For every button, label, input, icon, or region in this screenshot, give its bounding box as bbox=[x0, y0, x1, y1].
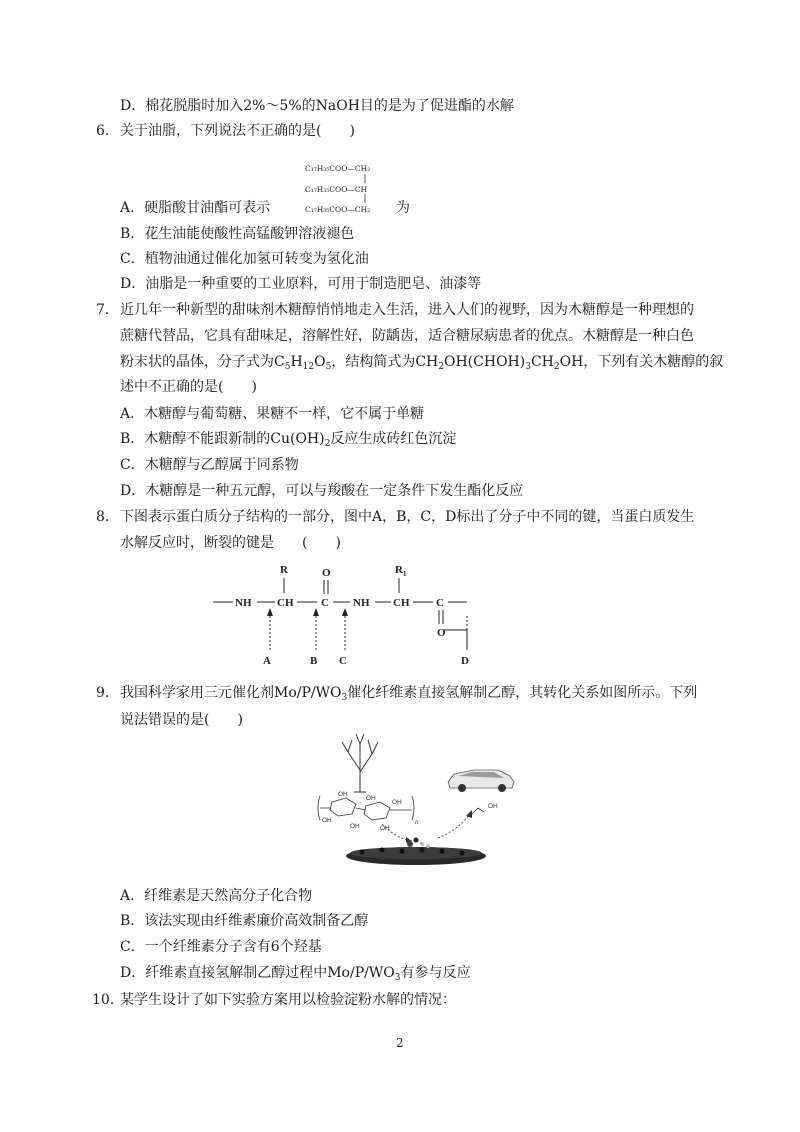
q8-label-c: C bbox=[339, 655, 347, 667]
ethanol-structure bbox=[472, 808, 484, 814]
oh-label-6: OH bbox=[380, 825, 390, 832]
q10-stem: 某学生设计了如下实验方案用以检验淀粉水解的情况： bbox=[120, 992, 456, 1008]
catalyst-surface-icon bbox=[346, 838, 486, 866]
oh-label-ethanol: OH bbox=[488, 803, 498, 810]
q9-cellulose-diagram bbox=[312, 730, 522, 870]
q9-option-c: C．一个纤维素分子含有6个羟基 bbox=[120, 939, 322, 955]
q8-line-2: 水解反应时，断裂的键是 ( ) bbox=[120, 535, 341, 551]
q6-struct-row-3: C₁₇H₃₅COO—CH₂ bbox=[305, 205, 371, 214]
q7-option-b: B．木糖醇不能跟新制的$Cu(OH)_2$反应生成砖红色沉淀 bbox=[120, 431, 457, 449]
q8-label-ch2: CH bbox=[393, 597, 410, 609]
oh-label-2: OH bbox=[322, 817, 332, 824]
q8-line-1: 下图表示蛋白质分子结构的一部分，图中A，B，C，D标出了分子中不同的键，当蛋白质发生 bbox=[120, 509, 695, 525]
q7-line-4: 述中不正确的是( ) bbox=[120, 379, 257, 395]
q5-option-d: D．棉花脱脂时加入2%～5%的NaOH目的是为了促进酯的水解 bbox=[120, 98, 514, 114]
q8-label-c2: C bbox=[436, 597, 444, 609]
q6-option-b: B．花生油能使酸性高锰酸钾溶液褪色 bbox=[120, 226, 355, 242]
q8-label-b: B bbox=[310, 655, 318, 667]
q8-peptide-diagram bbox=[205, 558, 485, 670]
oh-label-5: OH bbox=[392, 799, 402, 806]
q6-stem: 关于油脂，下列说法不正确的是( ) bbox=[120, 123, 355, 139]
q8-label-r1: $R_1$ bbox=[395, 564, 407, 578]
q9-option-b: B．该法实现由纤维素廉价高效制备乙醇 bbox=[120, 913, 369, 929]
q6-struct-row-1: C₁₇H₃₅COO—CH₂ bbox=[305, 164, 371, 173]
q7-number: 7． bbox=[96, 302, 119, 318]
q8-label-nh2: NH bbox=[353, 597, 370, 609]
q7-line-1: 近几年一种新型的甜味剂木糖醇悄悄地走入生活，进入人们的视野，因为木糖醇是一种理想的 bbox=[120, 302, 694, 318]
q7-line-2: 蔗糖代替品，它具有甜味足，溶解性好，防龋齿，适合糖尿病患者的优点。木糖醇是一种白色 bbox=[120, 328, 694, 344]
q7-option-a: A．木糖醇与葡萄糖、果糖不一样，它不属于单糖 bbox=[120, 406, 425, 422]
q10-number: 10． bbox=[92, 992, 124, 1008]
q7-option-d: D．木糖醇是一种五元醇，可以与羧酸在一定条件下发生酯化反应 bbox=[120, 483, 524, 499]
q9-line-2: 说法错误的是( ) bbox=[120, 712, 243, 728]
q8-label-c1: C bbox=[321, 597, 329, 609]
page-number: 2 bbox=[396, 1036, 404, 1050]
q6-option-c: C．植物油通过催化加氢可转变为氢化油 bbox=[120, 251, 369, 267]
oh-label-3: OH bbox=[350, 823, 360, 830]
q8-label-o-bot: O bbox=[437, 627, 446, 639]
q6-option-d: D．油脂是一种重要的工业原料，可用于制造肥皂、油漆等 bbox=[120, 276, 482, 292]
q7-line-3: 粉末状的晶体，分子式为$C_5H_{12}O_5$，结构简式为$CH_2OH(CHOH)_3CH_2OH$，下列有关木糖醇的叙 bbox=[120, 354, 724, 372]
q9-option-a: A．纤维素是天然高分子化合物 bbox=[120, 888, 313, 904]
n-label: n bbox=[415, 819, 419, 826]
q8-label-a: A bbox=[263, 655, 271, 667]
q6-option-a: A．硬脂酸甘油酯可表示 bbox=[120, 200, 271, 216]
q6-option-a-suffix: 为 bbox=[396, 200, 410, 216]
q8-label-ch1: CH bbox=[277, 597, 294, 609]
oh-label-4: OH bbox=[366, 795, 376, 802]
q6-number: 6． bbox=[96, 123, 119, 139]
q8-number: 8． bbox=[96, 509, 119, 525]
q8-label-o-top: O bbox=[322, 567, 331, 579]
q9-line-1: 我国科学家用三元催化剂$Mo/P/WO_3$催化纤维素直接氢解制乙醇，其转化关系如图所示。下列 bbox=[120, 685, 698, 703]
q7-option-c: C．木糖醇与乙醇属于同系物 bbox=[120, 457, 299, 473]
tree-icon bbox=[342, 734, 378, 792]
q8-label-d: D bbox=[461, 655, 469, 667]
oh-label-1: OH bbox=[338, 791, 348, 798]
q8-label-nh1: NH bbox=[235, 597, 252, 609]
q6-struct-row-2: C₁₇H₃₅COO—CH bbox=[305, 185, 368, 194]
arrow-up bbox=[438, 814, 470, 838]
q9-option-d: D．纤维素直接氢解制乙醇过程中$Mo/P/WO_3$有参与反应 bbox=[120, 965, 471, 983]
q8-label-r: R bbox=[280, 564, 288, 576]
q6-struct-bonds bbox=[360, 172, 372, 208]
q9-number: 9． bbox=[96, 685, 119, 701]
car-icon bbox=[448, 770, 514, 792]
